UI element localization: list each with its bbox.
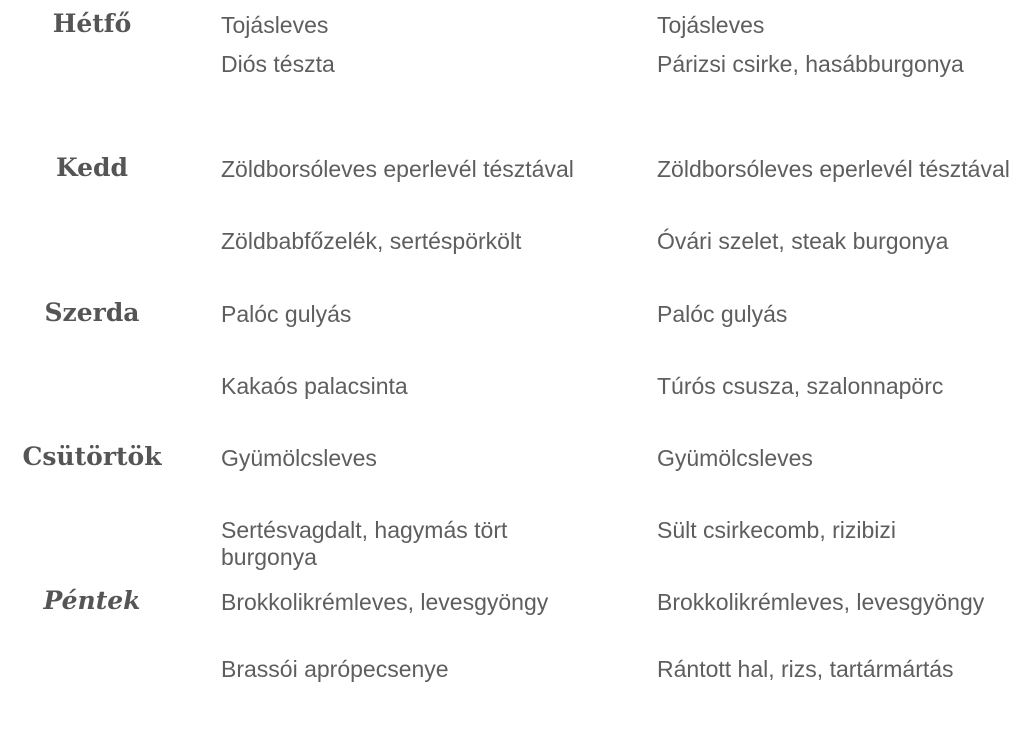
tuesday-menu-b-main: Óvári szelet, steak burgonya bbox=[657, 228, 949, 254]
thursday-menu-b-soup: Gyümölcsleves bbox=[657, 445, 813, 471]
day-label-thursday: Csütörtök bbox=[22, 442, 162, 471]
day-label-wednesday: Szerda bbox=[44, 298, 140, 327]
wednesday-menu-a-soup: Palóc gulyás bbox=[221, 301, 352, 327]
friday-menu-b-main: Rántott hal, rizs, tartármártás bbox=[657, 656, 954, 682]
monday-menu-b-main: Párizsi csirke, hasábburgonya bbox=[657, 51, 964, 77]
wednesday-menu-b-main: Túrós csusza, szalonnapörc bbox=[657, 373, 944, 399]
wednesday-menu-b-soup: Palóc gulyás bbox=[657, 301, 788, 327]
friday-menu-a-soup: Brokkolikrémleves, levesgyöngy bbox=[221, 589, 549, 615]
day-label-friday: Péntek bbox=[43, 586, 141, 615]
thursday-menu-a-soup: Gyümölcsleves bbox=[221, 445, 377, 471]
tuesday-menu-a-soup: Zöldborsóleves eperlevél tésztával bbox=[221, 156, 574, 182]
friday-menu-b-soup: Brokkolikrémleves, levesgyöngy bbox=[657, 589, 985, 615]
wednesday-menu-a-main: Kakaós palacsinta bbox=[221, 373, 408, 399]
monday-menu-a-soup: Tojásleves bbox=[221, 12, 329, 38]
day-label-monday: Hétfő bbox=[52, 9, 132, 38]
thursday-menu-b-main: Sült csirkecomb, rizibizi bbox=[657, 517, 896, 543]
monday-menu-b-soup: Tojásleves bbox=[657, 12, 765, 38]
tuesday-menu-b-soup: Zöldborsóleves eperlevél tésztával bbox=[657, 156, 1010, 182]
day-label-tuesday: Kedd bbox=[55, 153, 129, 182]
monday-menu-a-main: Diós tészta bbox=[221, 51, 335, 77]
friday-menu-a-main: Brassói aprópecsenye bbox=[221, 656, 449, 682]
tuesday-menu-a-main: Zöldbabfőzelék, sertéspörkölt bbox=[221, 228, 522, 254]
thursday-menu-a-main: Sertésvagdalt, hagymás tört burgonya bbox=[221, 517, 508, 570]
